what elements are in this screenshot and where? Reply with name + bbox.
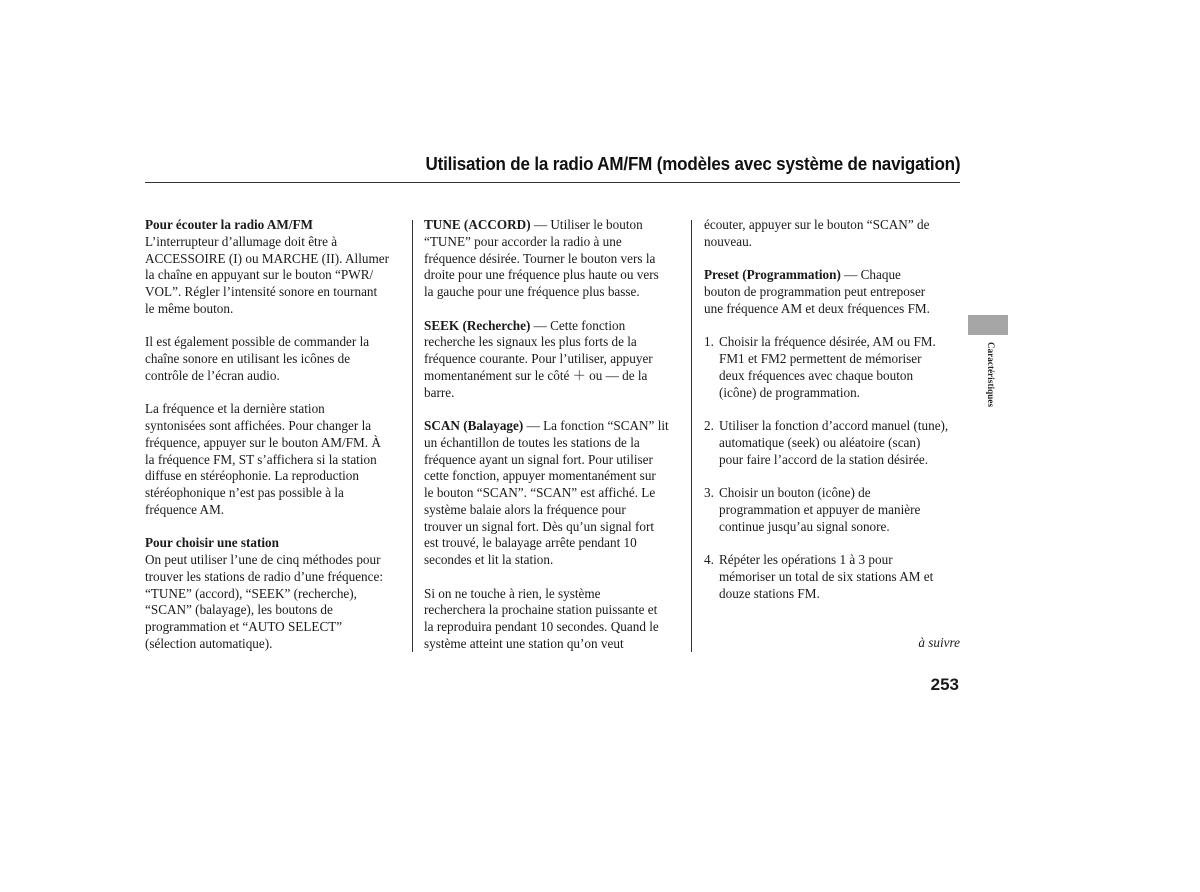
text-line: “TUNE” (accord), “SEEK” (recherche), [145, 585, 357, 601]
text-line: la reproduira pendant 10 secondes. Quand le [424, 619, 659, 634]
term-scan: SCAN (Balayage) [424, 418, 524, 433]
text-run: — Chaque [840, 267, 901, 283]
column-divider-2 [691, 220, 692, 652]
text-line: système atteint une station qu’on veut [424, 635, 624, 651]
text-line: droite pour une fréquence plus haute ou vers [424, 267, 659, 283]
section-scan [424, 418, 686, 569]
text-line: (icône) de programmation. [719, 384, 860, 400]
paragraph-scan-end [704, 217, 966, 251]
text-line: programmation et appuyer de manière [719, 501, 921, 517]
text-line: L’interrupteur d’allumage doit être à [145, 233, 338, 249]
middle-column [424, 217, 686, 669]
numbered-step-2 [704, 418, 966, 468]
section-tab-label: Caractéristiques [986, 342, 996, 408]
text-line: contrôle de l’écran audio. [145, 367, 280, 383]
text-line: chaîne sonore en utilisant les icônes de [145, 351, 351, 366]
term-seek: SEEK (Recherche) [424, 317, 531, 333]
term-tune: TUNE (ACCORD) [424, 217, 531, 232]
text-line: est trouvé, le balayage arrête pendant 10 [424, 535, 637, 551]
text-line: mémoriser un total de six stations AM et [719, 568, 934, 584]
right-column [704, 217, 966, 619]
numbered-step-3 [704, 485, 966, 535]
step-number: 4. [704, 552, 714, 567]
text-line: On peut utiliser l’une de cinq méthodes pour [145, 552, 381, 567]
page-title: Utilisation de la radio AM/FM (modèles avec système de navigation) [425, 153, 960, 174]
text-line: recherche les signaux les plus forts de la [424, 334, 637, 350]
paragraph-scan-continued [424, 586, 686, 653]
text-run: — Utiliser le bouton [530, 217, 643, 232]
text-line: bouton de programmation peut entreposer [704, 284, 926, 299]
paragraph-controls [145, 334, 405, 384]
numbered-step-1 [704, 334, 966, 401]
text-line: écouter, appuyer sur le bouton “SCAN” de [704, 217, 930, 232]
text-line: système balaie alors la fréquence pour [424, 501, 626, 517]
text-line: “TUNE” pour accorder la radio à une [424, 233, 622, 249]
text-line: Il est également possible de commander la [145, 334, 370, 350]
text-line: FM1 et FM2 permettent de mémoriser [719, 351, 922, 366]
text-line: barre. [424, 384, 455, 400]
text-line: syntonisées sont affichées. Pour changer la [145, 418, 372, 433]
column-divider-1 [412, 220, 413, 652]
text-line: Choisir un bouton (icône) de [719, 485, 871, 500]
text-line: pour faire l’accord de la station désirée. [719, 451, 929, 467]
text-line: deux fréquences avec chaque bouton [719, 367, 914, 383]
continued-note: à suivre [918, 635, 960, 650]
page-number: 253 [930, 675, 959, 694]
text-line: automatique (seek) ou aléatoire (scan) [719, 434, 921, 450]
section-tab-marker [968, 315, 1008, 335]
text-run: — Cette fonction [530, 317, 626, 333]
section-listen [145, 217, 405, 318]
text-line: ACCESSOIRE (I) ou MARCHE (II). Allumer [145, 250, 389, 266]
text-line: momentanément sur le côté ＋ ou — de la [424, 367, 648, 383]
text-line: trouver un signal fort. Dès qu’un signal fort [424, 518, 655, 534]
paragraph-frequency [145, 401, 405, 518]
text-line: VOL”. Régler l’intensité sonore en tournant [145, 284, 378, 299]
text-line: diffuse en stéréophonie. La reproduction [145, 468, 359, 484]
text-line: La fréquence et la dernière station [145, 401, 325, 417]
title-rule [145, 182, 960, 183]
step-number: 3. [704, 485, 714, 500]
scan-first-line [424, 418, 686, 435]
text-line: continue jusqu’au signal sonore. [719, 518, 890, 534]
text-line: nouveau. [704, 233, 752, 249]
text-line: Choisir la fréquence désirée, AM ou FM. [719, 334, 936, 350]
text-line: fréquence désirée. Tourner le bouton vers la [424, 250, 656, 266]
tune-first-line [424, 217, 686, 234]
left-column [145, 217, 405, 669]
text-line: fréquence ayant un signal fort. Pour utiliser [424, 451, 653, 467]
text-line: fréquence courante. Pour l’utiliser, appuyer [424, 351, 653, 366]
step-number: 1. [704, 334, 714, 350]
text-line: trouver les stations de radio d’une fréquence: [145, 568, 384, 584]
text-line: secondes et lit la station. [424, 552, 554, 567]
text-line: la fréquence FM, ST s’affichera si la station [145, 451, 377, 467]
numbered-step-4 [704, 552, 966, 602]
section-heading-listen: Pour écouter la radio AM/FM [145, 217, 313, 232]
text-line: “SCAN” (balayage), les boutons de [145, 602, 333, 618]
seek-first-line [424, 318, 686, 335]
text-line: un échantillon de toutes les stations de la [424, 434, 640, 450]
text-line: la gauche pour une fréquence plus basse. [424, 284, 640, 299]
text-line: Si on ne touche à rien, le système [424, 585, 601, 601]
text-line: douze stations FM. [719, 585, 820, 601]
text-line: le bouton “SCAN”. “SCAN” est affiché. Le [424, 485, 656, 500]
text-line: Utiliser la fonction d’accord manuel (tune), [719, 418, 949, 433]
text-line: programmation et “AUTO SELECT” [145, 619, 343, 634]
step-number: 2. [704, 418, 714, 433]
text-line: cette fonction, appuyer momentanément sur [424, 468, 656, 484]
text-line: la chaîne en appuyant sur le bouton “PWR/ [145, 267, 374, 283]
section-tune [424, 217, 686, 301]
text-line: stéréophonique n’est pas possible à la [145, 485, 344, 500]
preset-first-line [704, 267, 966, 284]
text-line: une fréquence AM et deux fréquences FM. [704, 300, 930, 316]
text-line: (sélection automatique). [145, 635, 273, 651]
section-preset [704, 267, 966, 317]
section-choose-station [145, 535, 405, 652]
text-line: Répéter les opérations 1 à 3 pour [719, 552, 893, 567]
text-line: le même bouton. [145, 300, 234, 316]
section-seek [424, 318, 686, 402]
term-preset: Preset (Programmation) [704, 267, 841, 283]
text-line: fréquence AM. [145, 501, 225, 517]
text-run: — La fonction “SCAN” lit [523, 418, 669, 433]
text-line: recherchera la prochaine station puissante et [424, 602, 658, 618]
text-line: fréquence, appuyer sur le bouton AM/FM. À [145, 434, 381, 450]
section-heading-choose-station: Pour choisir une station [145, 535, 279, 551]
